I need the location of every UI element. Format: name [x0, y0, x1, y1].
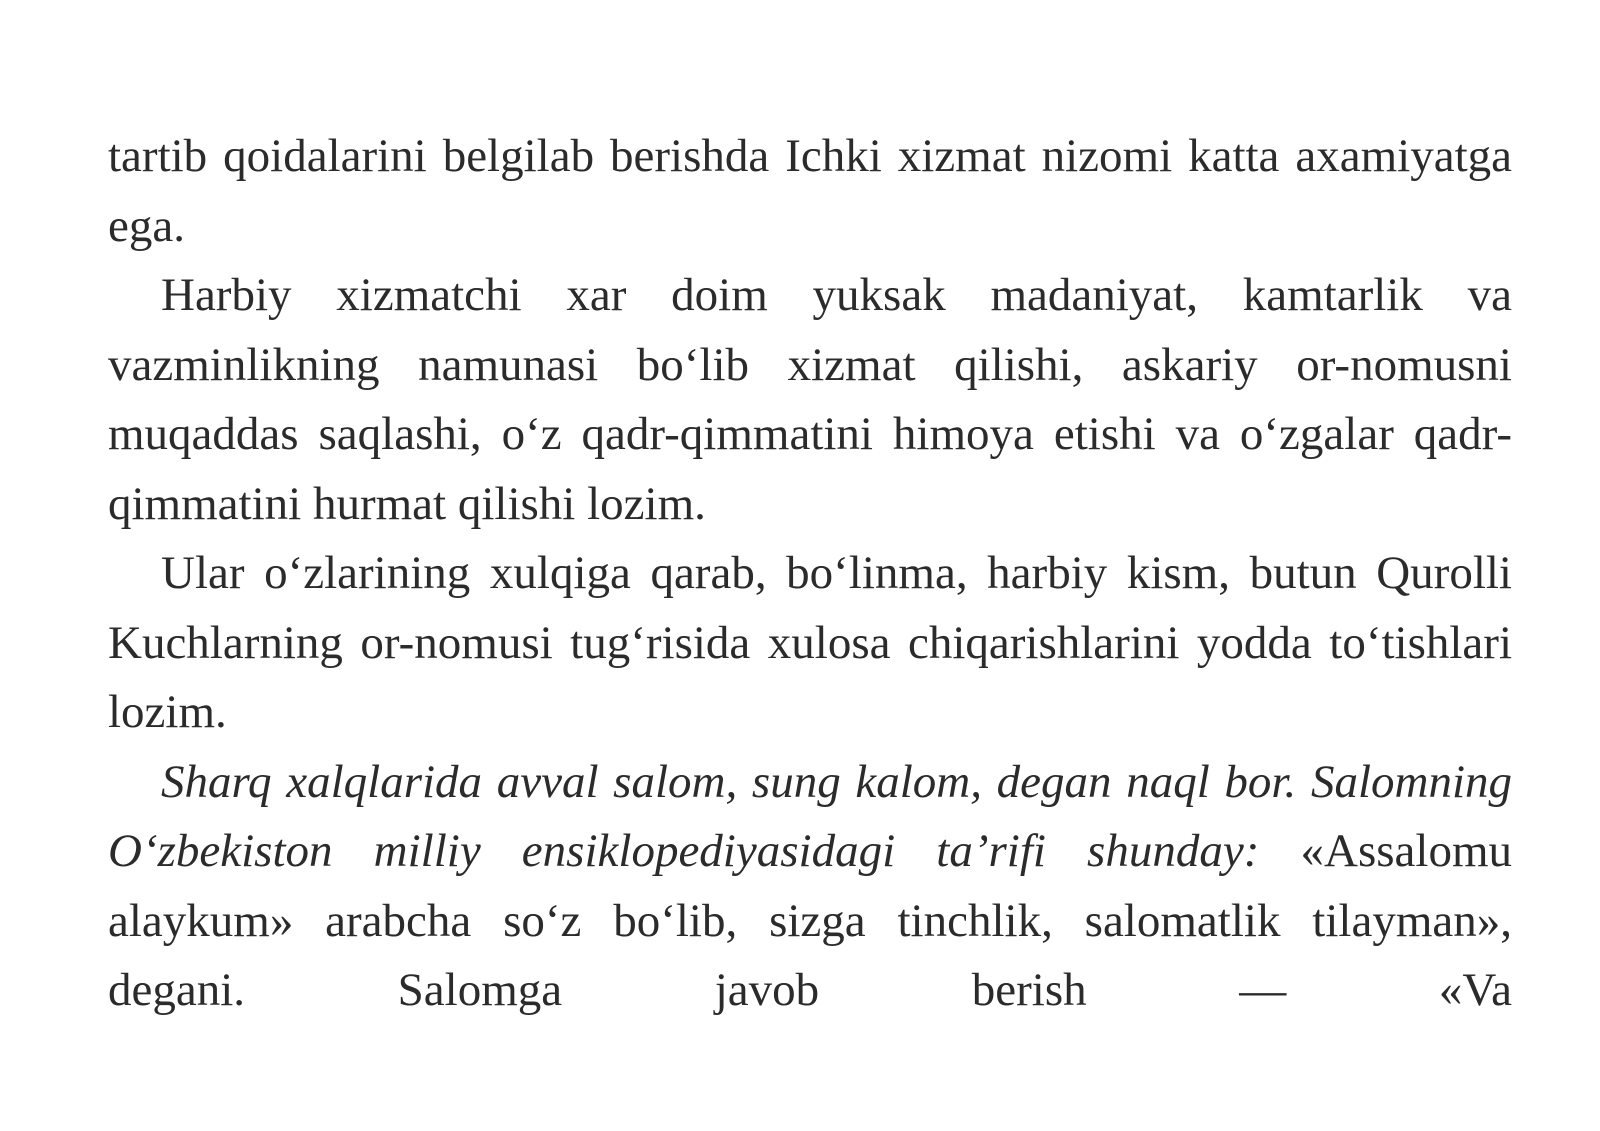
paragraph-3-text: Ular o‘zlarining xulqiga qarab, bo‘linma, harbiy kism, butun Qurolli Kuchlarning or-nomusi tug‘risida xulosa chiqarishlarini yodda to‘tishlari lozim. — [108, 547, 1512, 738]
paragraph-1-text: tartib qoidalarini belgilab berishda Ichki xizmat nizomi katta axamiyatga ega. — [108, 130, 1512, 252]
paragraph-1 — [108, 122, 1512, 261]
paragraph-4-text: «Assalomu alaykum» arabcha so‘z bo‘lib, sizga tinchlik, salomatlik tilayman», degani. Salomga javob berish — «Va — [108, 825, 1513, 1016]
paragraph-3 — [108, 539, 1512, 748]
paragraph-2 — [108, 261, 1512, 539]
paragraph-2-text: Harbiy xizmatchi xar doim yuksak madaniyat, kamtarlik va vazminlikning namunasi bo‘lib xizmat qilishi, askariy or-nomusni muqaddas saqlashi, o‘z qadr-qimmatini himoya etishi va o‘zgalar qadr-qimmatini hurmat qilishi lozim. — [108, 269, 1512, 530]
document-page — [108, 122, 1512, 1026]
paragraph-4-italic-text: Sharq xalqlarida avval salom, sung kalom, degan naql bor. Salomning O‘zbekiston milliy ensiklopediyasidagi ta’rifi shunday: — [108, 755, 1512, 877]
paragraph-4 — [108, 748, 1512, 1026]
